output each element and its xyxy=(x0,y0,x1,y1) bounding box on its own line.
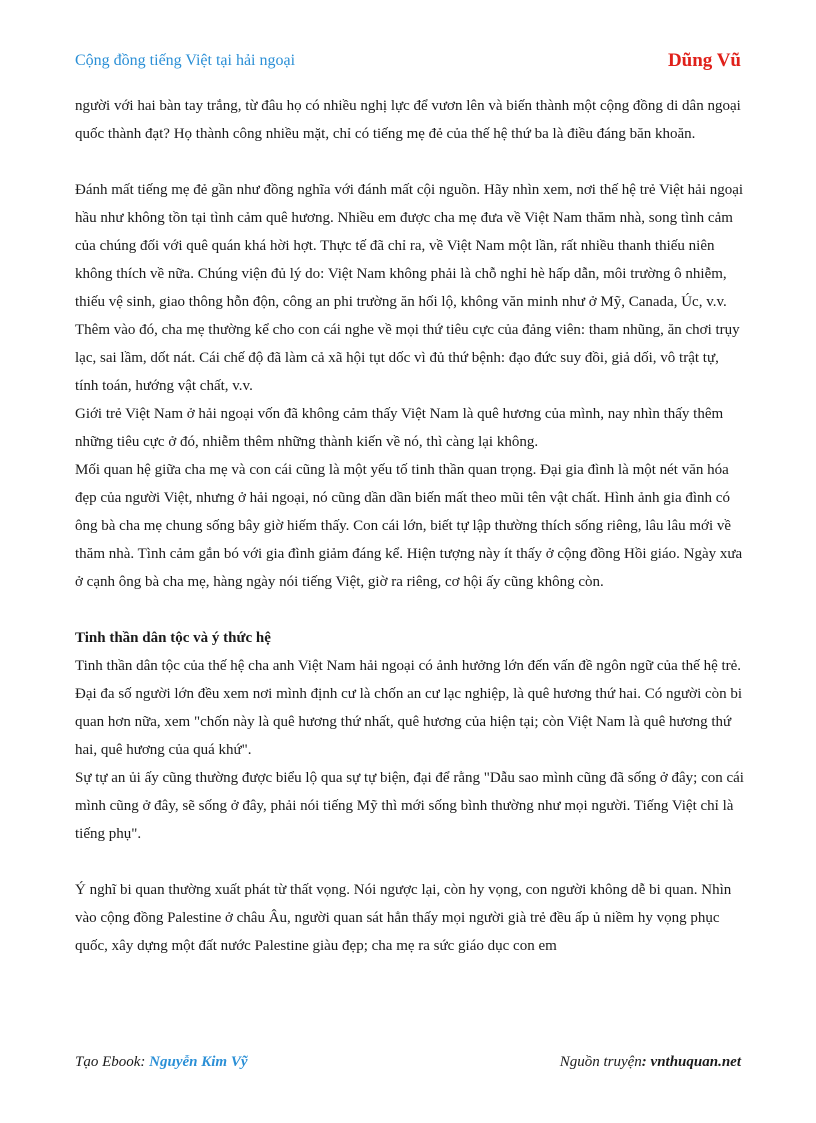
section-heading: Tinh thần dân tộc và ý thức hệ xyxy=(75,630,271,646)
source-label: Nguồn truyện xyxy=(559,1054,642,1070)
paragraph: người với hai bàn tay trắng, từ đâu họ có nhiều nghị lực để vươn lên và biến thành một cộng đồng di dân ngoại quốc thành đạt? Họ thành công nhiều mặt, chỉ có tiếng mẹ đẻ của thế hệ thứ ba là điều đáng băn khoăn. xyxy=(75,98,741,142)
source-separator: : xyxy=(641,1054,651,1070)
page-footer xyxy=(75,1054,741,1078)
header-title: Cộng đồng tiếng Việt tại hải ngoại xyxy=(75,52,296,69)
document-body xyxy=(75,92,745,960)
ebook-author: Nguyễn Kim Vỹ xyxy=(149,1054,248,1070)
paragraph: Đánh mất tiếng mẹ đẻ gần như đồng nghĩa với đánh mất cội nguồn. Hãy nhìn xem, nơi thế hệ trẻ Việt hải ngoại hầu như không tồn tại tình cảm quê hương. Nhiều em được cha mẹ đưa về Việt Nam thăm nhà, song tình cảm của chúng đối với quê quán khá hời hợt. Thực tế đã chỉ ra, về Việt Nam một lần, rất nhiều thanh thiếu niên không thích về nữa. Chúng viện đủ lý do: Việt Nam không phải là chỗ nghỉ hè hấp dẫn, môi trường ô nhiễm, thiếu vệ sinh, giao thông hỗn độn, công an phi trường ăn hối lộ, không văn minh như ở Mỹ, Canada, Úc, v.v. xyxy=(75,182,744,310)
source-site: vnthuquan.net xyxy=(650,1054,741,1070)
ebook-label: Tạo Ebook xyxy=(75,1054,141,1070)
paragraph: Giới trẻ Việt Nam ở hải ngoại vốn đã không cảm thấy Việt Nam là quê hương của mình, nay nhìn thấy thêm những tiêu cực ở đó, nhiễm thêm những thành kiến về nó, thì càng lại không. xyxy=(75,406,724,450)
page-header xyxy=(75,50,741,76)
footer-ebook-credit xyxy=(75,1054,248,1071)
footer-source-credit xyxy=(560,1054,741,1071)
paragraph: Ý nghĩ bi quan thường xuất phát từ thất vọng. Nói ngược lại, còn hy vọng, con người không dễ bi quan. Nhìn vào cộng đồng Palestine ở châu Âu, người quan sát hẳn thấy mọi người già trẻ đều ấp ủ niềm hy vọng phục quốc, xây dựng một đất nước Palestine giàu đẹp; cha mẹ ra sức giáo dục con em xyxy=(75,882,732,954)
ebook-separator: : xyxy=(140,1054,150,1070)
paragraph: Tinh thần dân tộc của thế hệ cha anh Việt Nam hải ngoại có ảnh hưởng lớn đến vấn đề ngôn ngữ của thế hệ trẻ. Đại đa số người lớn đều xem nơi mình định cư là chốn an cư lạc nghiệp, là quê hương thứ hai. Có người còn bi quan hơn nữa, xem "chốn này là quê hương thứ nhất, quê hương của hiện tại; còn Việt Nam là quê hương thứ hai, quê hương của quá khứ". xyxy=(75,658,743,758)
paragraph: Sự tự an ủi ấy cũng thường được biểu lộ qua sự tự biện, đại để rằng "Dẫu sao mình cũng đã sống ở đây; con cái mình cũng ở đây, sẽ sống ở đây, phải nói tiếng Mỹ thì mới sống bình thường như mọi người. Tiếng Việt chỉ là tiếng phụ". xyxy=(75,770,744,842)
paragraph: Mối quan hệ giữa cha mẹ và con cái cũng là một yếu tố tinh thần quan trọng. Đại gia đình là một nét văn hóa đẹp của người Việt, nhưng ở hải ngoại, nó cũng dần dần biến mất theo mũi tên vật chất. Hình ảnh gia đình có ông bà cha mẹ chung sống bây giờ hiếm thấy. Con cái lớn, biết tự lập thường thích sống riêng, lâu lâu mới về thăm nhà. Tình cảm gắn bó với gia đình giảm đáng kể. Hiện tượng này ít thấy ở cộng đồng Hồi giáo. Ngày xưa ở cạnh ông bà cha mẹ, hàng ngày nói tiếng Việt, giờ ra riêng, cơ hội ấy cũng không còn. xyxy=(75,462,743,590)
header-author: Dũng Vũ xyxy=(667,50,741,71)
paragraph: Thêm vào đó, cha mẹ thường kể cho con cái nghe về mọi thứ tiêu cực của đảng viên: tham nhũng, ăn chơi trụy lạc, sai lầm, dốt nát. Cái chế độ đã làm cả xã hội tụt dốc vì đủ thứ bệnh: đạo đức suy đồi, giả dối, vô trật tự, tính toán, hướng vật chất, v.v. xyxy=(75,322,740,394)
